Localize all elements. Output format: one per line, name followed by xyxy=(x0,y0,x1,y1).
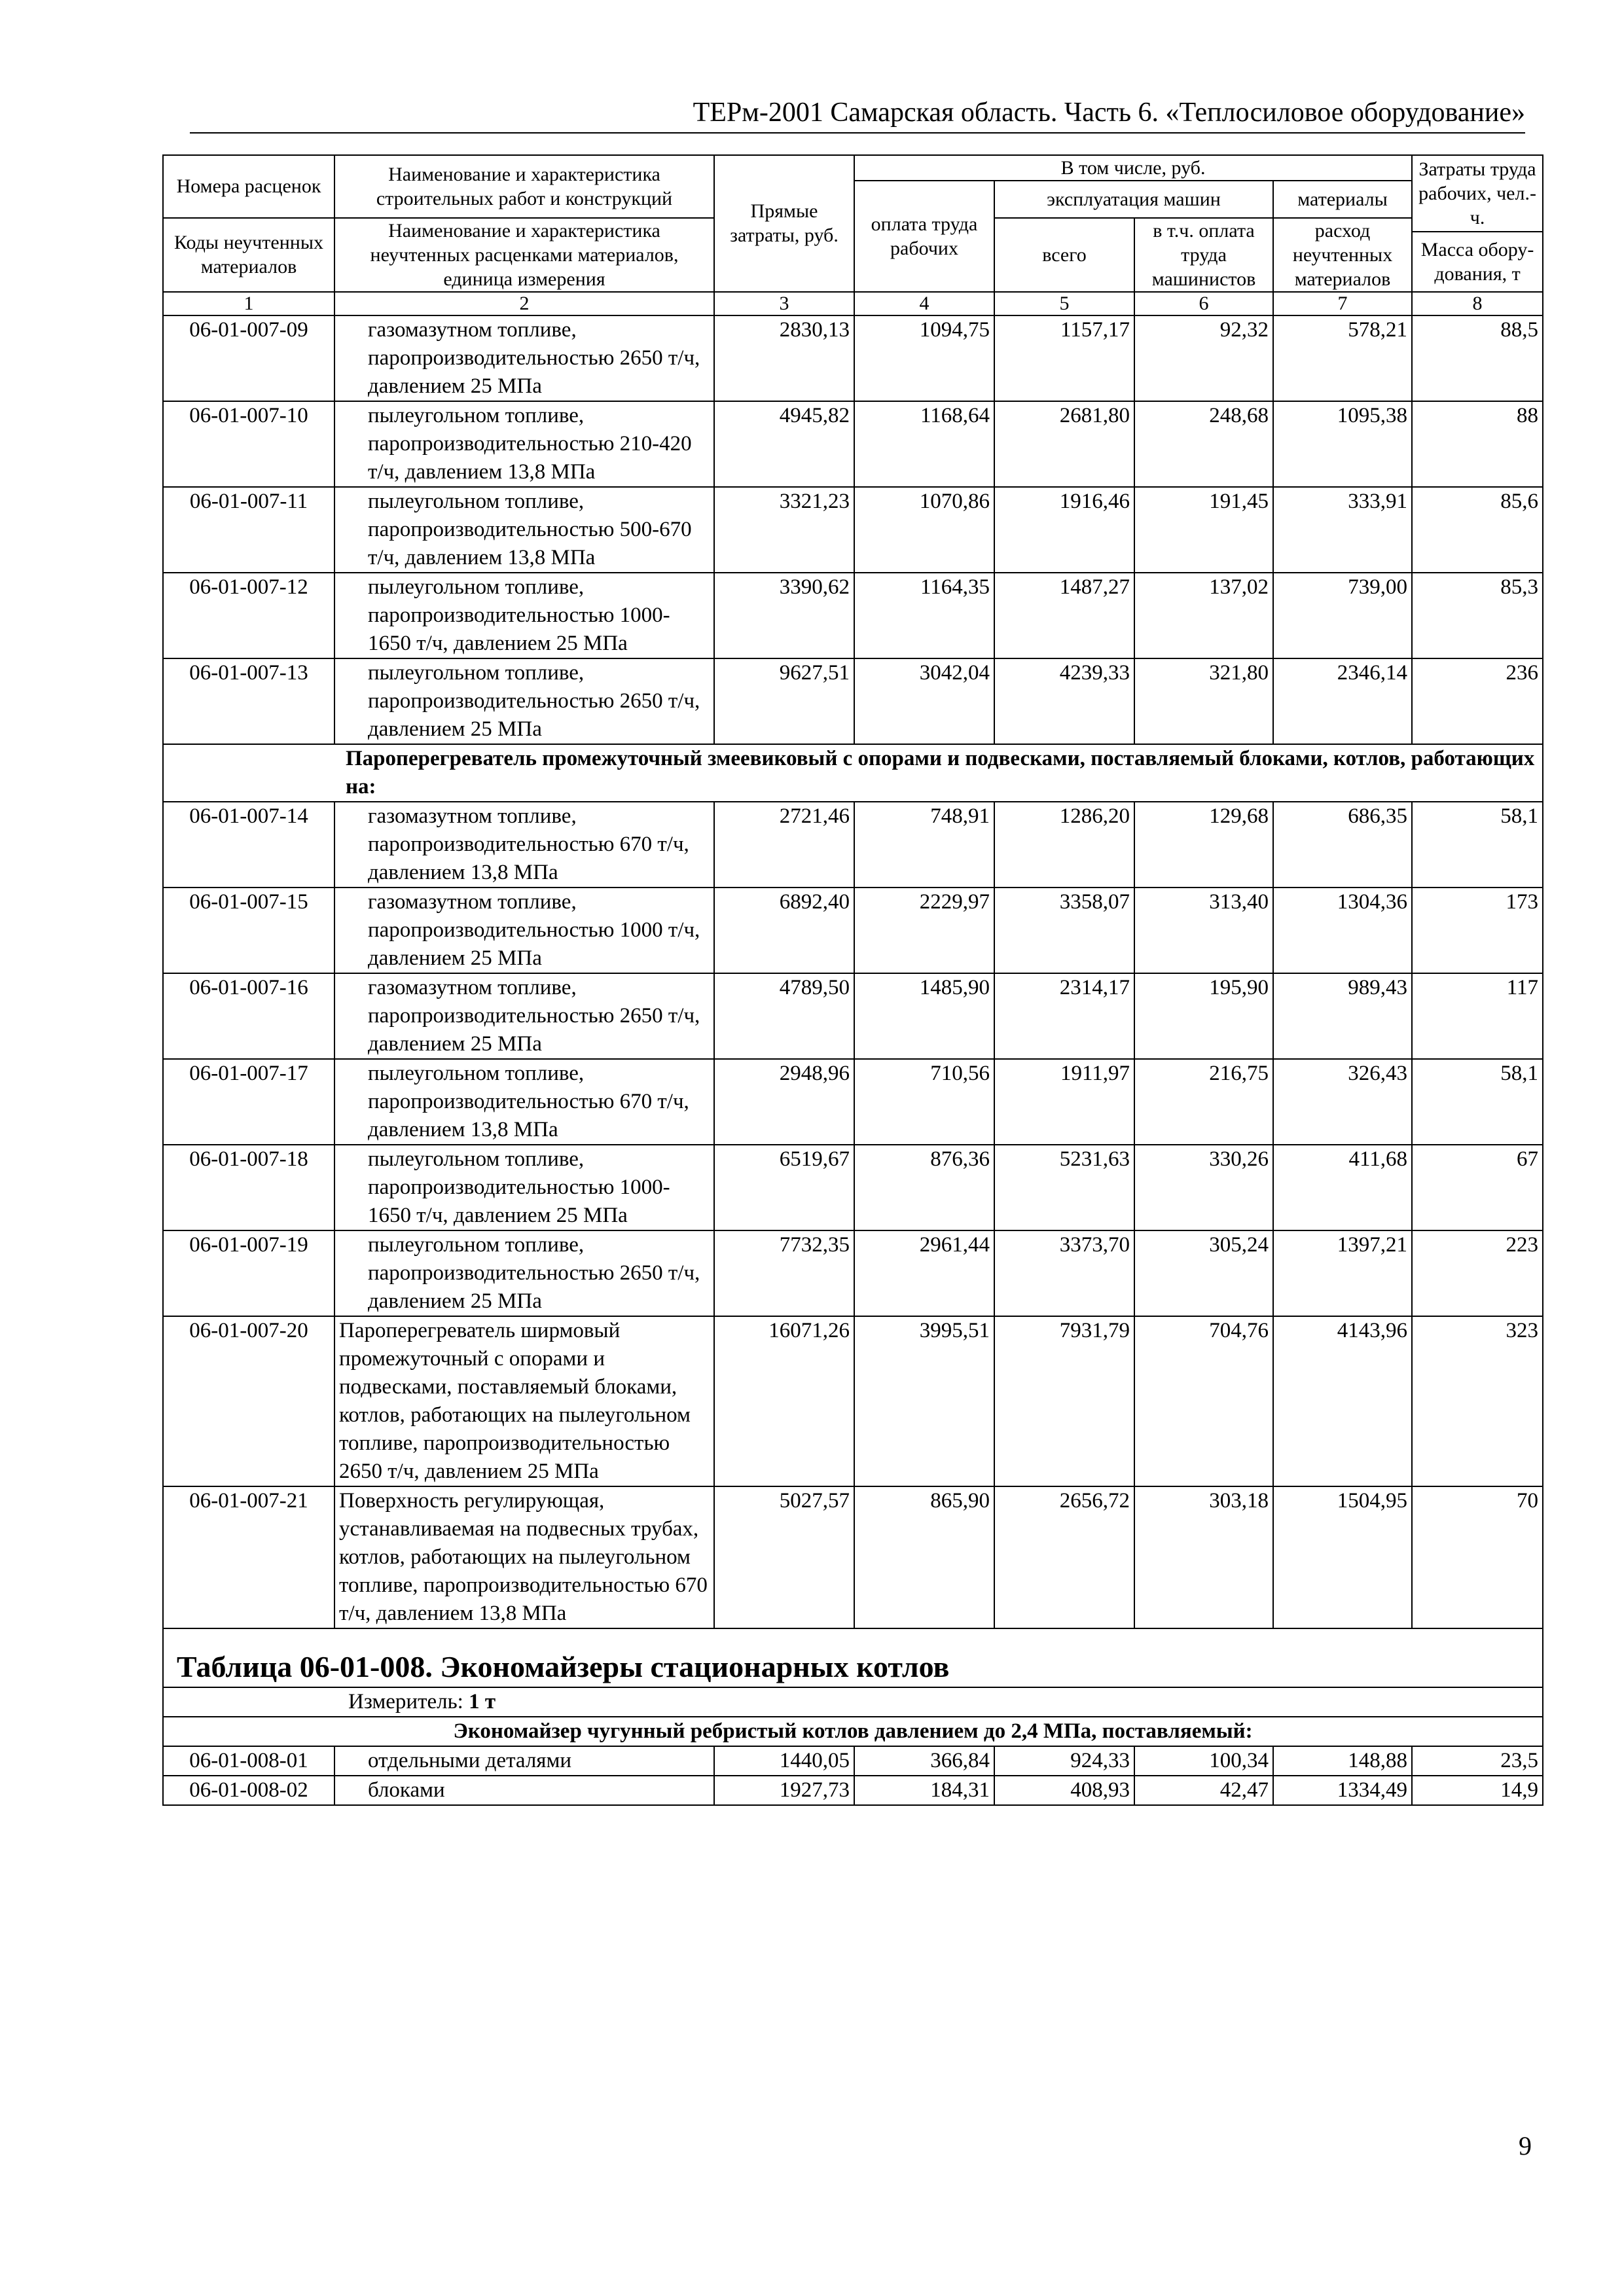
measure-label: Измеритель: xyxy=(348,1689,463,1713)
machine-cost: 1157,17 xyxy=(994,315,1134,401)
header-vsego: всего xyxy=(994,218,1134,292)
table-title-row xyxy=(163,1628,1543,1687)
rate-description: газомазутном топливе, паропроизводительностью 2650 т/ч, давлением 25 МПа xyxy=(334,973,714,1059)
direct-cost: 6519,67 xyxy=(714,1145,854,1230)
direct-cost: 1440,05 xyxy=(714,1746,854,1776)
rate-description: пылеугольном топливе, паропроизводительностью 2650 т/ч, давлением 25 МПа xyxy=(334,1230,714,1316)
rate-description: пылеугольном топливе, паропроизводительностью 670 т/ч, давлением 13,8 МПа xyxy=(334,1059,714,1145)
labor-wage: 710,56 xyxy=(854,1059,994,1145)
machinist-wage: 92,32 xyxy=(1134,315,1273,401)
materials-cost: 411,68 xyxy=(1273,1145,1412,1230)
section-heading: Экономайзер чугунный ребристый котлов давлением до 2,4 МПа, поставляемый: xyxy=(163,1717,1543,1746)
header-materialy: материалы xyxy=(1273,181,1412,218)
machinist-wage: 137,02 xyxy=(1134,573,1273,658)
machine-cost: 4239,33 xyxy=(994,658,1134,744)
machinist-wage: 216,75 xyxy=(1134,1059,1273,1145)
header-naimenovanie: Наименование и характеристика строительных работ и конструкций xyxy=(334,155,714,218)
machine-cost: 1286,20 xyxy=(994,802,1134,888)
rate-code: 06-01-007-13 xyxy=(163,658,334,744)
measure-value: 1 т xyxy=(469,1689,496,1713)
table-row xyxy=(163,973,1543,1059)
section-row xyxy=(163,744,1543,802)
machine-cost: 2681,80 xyxy=(994,401,1134,487)
direct-cost: 3390,62 xyxy=(714,573,854,658)
labor-hours: 323 xyxy=(1412,1316,1543,1486)
rate-code: 06-01-007-20 xyxy=(163,1316,334,1486)
column-number: 5 xyxy=(994,292,1134,315)
machinist-wage: 191,45 xyxy=(1134,487,1273,573)
measure-row xyxy=(163,1687,1543,1717)
machine-cost: 3373,70 xyxy=(994,1230,1134,1316)
materials-cost: 1397,21 xyxy=(1273,1230,1412,1316)
rate-description: пылеугольном топливе, паропроизводительностью 1000-1650 т/ч, давлением 25 МПа xyxy=(334,573,714,658)
rate-code: 06-01-008-01 xyxy=(163,1746,334,1776)
rate-description: пылеугольном топливе, паропроизводительностью 210-420 т/ч, давлением 13,8 МПа xyxy=(334,401,714,487)
header-ekspluatatsiya: эксплуатация машин xyxy=(994,181,1273,218)
machinist-wage: 100,34 xyxy=(1134,1746,1273,1776)
direct-cost: 9627,51 xyxy=(714,658,854,744)
header-oplata: оплата труда рабочих xyxy=(854,181,994,292)
rate-code: 06-01-007-09 xyxy=(163,315,334,401)
machinist-wage: 313,40 xyxy=(1134,888,1273,973)
header-kody: Коды неучтенных материалов xyxy=(163,218,334,292)
labor-wage: 184,31 xyxy=(854,1776,994,1805)
labor-hours: 14,9 xyxy=(1412,1776,1543,1805)
column-number: 2 xyxy=(334,292,714,315)
labor-hours: 117 xyxy=(1412,973,1543,1059)
materials-cost: 989,43 xyxy=(1273,973,1412,1059)
rate-description: пылеугольном топливе, паропроизводительностью 1000-1650 т/ч, давлением 25 МПа xyxy=(334,1145,714,1230)
labor-hours: 236 xyxy=(1412,658,1543,744)
labor-wage: 3042,04 xyxy=(854,658,994,744)
machinist-wage: 42,47 xyxy=(1134,1776,1273,1805)
rate-description: пылеугольном топливе, паропроизводительностью 2650 т/ч, давлением 25 МПа xyxy=(334,658,714,744)
materials-cost: 1304,36 xyxy=(1273,888,1412,973)
machine-cost: 1911,97 xyxy=(994,1059,1134,1145)
table-row xyxy=(163,658,1543,744)
labor-hours: 67 xyxy=(1412,1145,1543,1230)
labor-hours: 70 xyxy=(1412,1486,1543,1628)
table-row xyxy=(163,487,1543,573)
labor-hours: 85,6 xyxy=(1412,487,1543,573)
materials-cost: 1095,38 xyxy=(1273,401,1412,487)
materials-cost: 2346,14 xyxy=(1273,658,1412,744)
table-row xyxy=(163,401,1543,487)
direct-cost: 2830,13 xyxy=(714,315,854,401)
column-number: 6 xyxy=(1134,292,1273,315)
direct-cost: 16071,26 xyxy=(714,1316,854,1486)
labor-wage: 2229,97 xyxy=(854,888,994,973)
materials-cost: 4143,96 xyxy=(1273,1316,1412,1486)
rate-code: 06-01-007-19 xyxy=(163,1230,334,1316)
machine-cost: 1487,27 xyxy=(994,573,1134,658)
rate-description: газомазутном топливе, паропроизводительностью 1000 т/ч, давлением 25 МПа xyxy=(334,888,714,973)
table-row xyxy=(163,1316,1543,1486)
direct-cost: 7732,35 xyxy=(714,1230,854,1316)
section-row xyxy=(163,1717,1543,1746)
rate-description: газомазутном топливе, паропроизводительностью 2650 т/ч, давлением 25 МПа xyxy=(334,315,714,401)
direct-cost: 3321,23 xyxy=(714,487,854,573)
header-row-1 xyxy=(163,155,1543,181)
machinist-wage: 303,18 xyxy=(1134,1486,1273,1628)
labor-hours: 58,1 xyxy=(1412,802,1543,888)
labor-hours: 223 xyxy=(1412,1230,1543,1316)
header-rashod: расход неучтенных материалов xyxy=(1273,218,1412,292)
machinist-wage: 305,24 xyxy=(1134,1230,1273,1316)
table-row xyxy=(163,802,1543,888)
labor-wage: 1164,35 xyxy=(854,573,994,658)
rate-description: Поверхность регулирующая, устанавливаемая на подвесных трубах, котлов, работающих на пылеугольном топливе, паропроизводительностью 670 т/ч, давлением 13,8 МПа xyxy=(334,1486,714,1628)
machinist-wage: 321,80 xyxy=(1134,658,1273,744)
column-number: 4 xyxy=(854,292,994,315)
labor-wage: 1094,75 xyxy=(854,315,994,401)
labor-wage: 3995,51 xyxy=(854,1316,994,1486)
column-number: 8 xyxy=(1412,292,1543,315)
rate-code: 06-01-007-12 xyxy=(163,573,334,658)
machine-cost: 2656,72 xyxy=(994,1486,1134,1628)
page-number: 9 xyxy=(1519,2131,1532,2161)
machine-cost: 2314,17 xyxy=(994,973,1134,1059)
machinist-wage: 248,68 xyxy=(1134,401,1273,487)
page-header: ТЕРм-2001 Самарская область. Часть 6. «Теплосиловое оборудование» xyxy=(190,97,1525,134)
materials-cost: 148,88 xyxy=(1273,1746,1412,1776)
machinist-wage: 330,26 xyxy=(1134,1145,1273,1230)
machine-cost: 3358,07 xyxy=(994,888,1134,973)
header-pryamye: Прямые затраты, руб. xyxy=(714,155,854,292)
header-zatraty: Затраты труда рабочих, чел.-ч. xyxy=(1412,155,1543,232)
header-v-tom-chisle: В том числе, руб. xyxy=(854,155,1412,181)
rate-description: газомазутном топливе, паропроизводительностью 670 т/ч, давлением 13,8 МПа xyxy=(334,802,714,888)
machinist-wage: 129,68 xyxy=(1134,802,1273,888)
rate-description: отдельными деталями xyxy=(334,1746,714,1776)
materials-cost: 1504,95 xyxy=(1273,1486,1412,1628)
table-row xyxy=(163,315,1543,401)
labor-wage: 748,91 xyxy=(854,802,994,888)
machine-cost: 7931,79 xyxy=(994,1316,1134,1486)
direct-cost: 2721,46 xyxy=(714,802,854,888)
header-nomera: Номера расценок xyxy=(163,155,334,218)
column-number: 1 xyxy=(163,292,334,315)
materials-cost: 686,35 xyxy=(1273,802,1412,888)
materials-cost: 739,00 xyxy=(1273,573,1412,658)
machinist-wage: 704,76 xyxy=(1134,1316,1273,1486)
column-numbers-row xyxy=(163,292,1543,315)
machine-cost: 5231,63 xyxy=(994,1145,1134,1230)
labor-wage: 865,90 xyxy=(854,1486,994,1628)
column-number: 3 xyxy=(714,292,854,315)
direct-cost: 1927,73 xyxy=(714,1776,854,1805)
labor-wage: 1070,86 xyxy=(854,487,994,573)
rate-code: 06-01-007-10 xyxy=(163,401,334,487)
rate-code: 06-01-007-15 xyxy=(163,888,334,973)
rate-description: блоками xyxy=(334,1776,714,1805)
table-row xyxy=(163,888,1543,973)
rate-code: 06-01-007-11 xyxy=(163,487,334,573)
labor-hours: 23,5 xyxy=(1412,1746,1543,1776)
table-row xyxy=(163,1486,1543,1628)
direct-cost: 5027,57 xyxy=(714,1486,854,1628)
direct-cost: 2948,96 xyxy=(714,1059,854,1145)
labor-hours: 88,5 xyxy=(1412,315,1543,401)
labor-wage: 1168,64 xyxy=(854,401,994,487)
materials-cost: 333,91 xyxy=(1273,487,1412,573)
direct-cost: 6892,40 xyxy=(714,888,854,973)
rate-code: 06-01-007-14 xyxy=(163,802,334,888)
labor-wage: 876,36 xyxy=(854,1145,994,1230)
labor-hours: 58,1 xyxy=(1412,1059,1543,1145)
table-row xyxy=(163,573,1543,658)
labor-hours: 88 xyxy=(1412,401,1543,487)
direct-cost: 4789,50 xyxy=(714,973,854,1059)
labor-hours: 85,3 xyxy=(1412,573,1543,658)
header-v-tch: в т.ч. оплата труда машинистов xyxy=(1134,218,1273,292)
rate-code: 06-01-007-17 xyxy=(163,1059,334,1145)
labor-hours: 173 xyxy=(1412,888,1543,973)
direct-cost: 4945,82 xyxy=(714,401,854,487)
labor-wage: 366,84 xyxy=(854,1746,994,1776)
materials-cost: 578,21 xyxy=(1273,315,1412,401)
header-naimenovanie-2: Наименование и характеристика неучтенных расценками материалов, единица измерения xyxy=(334,218,714,292)
machine-cost: 1916,46 xyxy=(994,487,1134,573)
table-row xyxy=(163,1746,1543,1776)
labor-wage: 1485,90 xyxy=(854,973,994,1059)
table-title: Таблица 06-01-008. Экономайзеры стационарных котлов xyxy=(177,1649,950,1683)
machinist-wage: 195,90 xyxy=(1134,973,1273,1059)
rate-code: 06-01-007-18 xyxy=(163,1145,334,1230)
table-row xyxy=(163,1145,1543,1230)
materials-cost: 326,43 xyxy=(1273,1059,1412,1145)
rate-description: Пароперегреватель ширмовый промежуточный с опорами и подвесками, поставляемый блоками, котлов, работающих на пылеугольном топливе, паропроизводительностью 2650 т/ч, давлением 25 МПа xyxy=(334,1316,714,1486)
table-row xyxy=(163,1059,1543,1145)
rate-code: 06-01-007-21 xyxy=(163,1486,334,1628)
table-row xyxy=(163,1776,1543,1805)
table-row xyxy=(163,1230,1543,1316)
column-number: 7 xyxy=(1273,292,1412,315)
rate-description: пылеугольном топливе, паропроизводительностью 500-670 т/ч, давлением 13,8 МПа xyxy=(334,487,714,573)
machine-cost: 408,93 xyxy=(994,1776,1134,1805)
rate-code: 06-01-007-16 xyxy=(163,973,334,1059)
header-massa: Масса обору-дования, т xyxy=(1412,232,1543,292)
labor-wage: 2961,44 xyxy=(854,1230,994,1316)
rate-code: 06-01-008-02 xyxy=(163,1776,334,1805)
section-heading: Пароперегреватель промежуточный змеевиковый с опорами и подвесками, поставляемый блоками, котлов, работающих на: xyxy=(163,744,1543,802)
machine-cost: 924,33 xyxy=(994,1746,1134,1776)
rates-table xyxy=(162,154,1543,1806)
materials-cost: 1334,49 xyxy=(1273,1776,1412,1805)
